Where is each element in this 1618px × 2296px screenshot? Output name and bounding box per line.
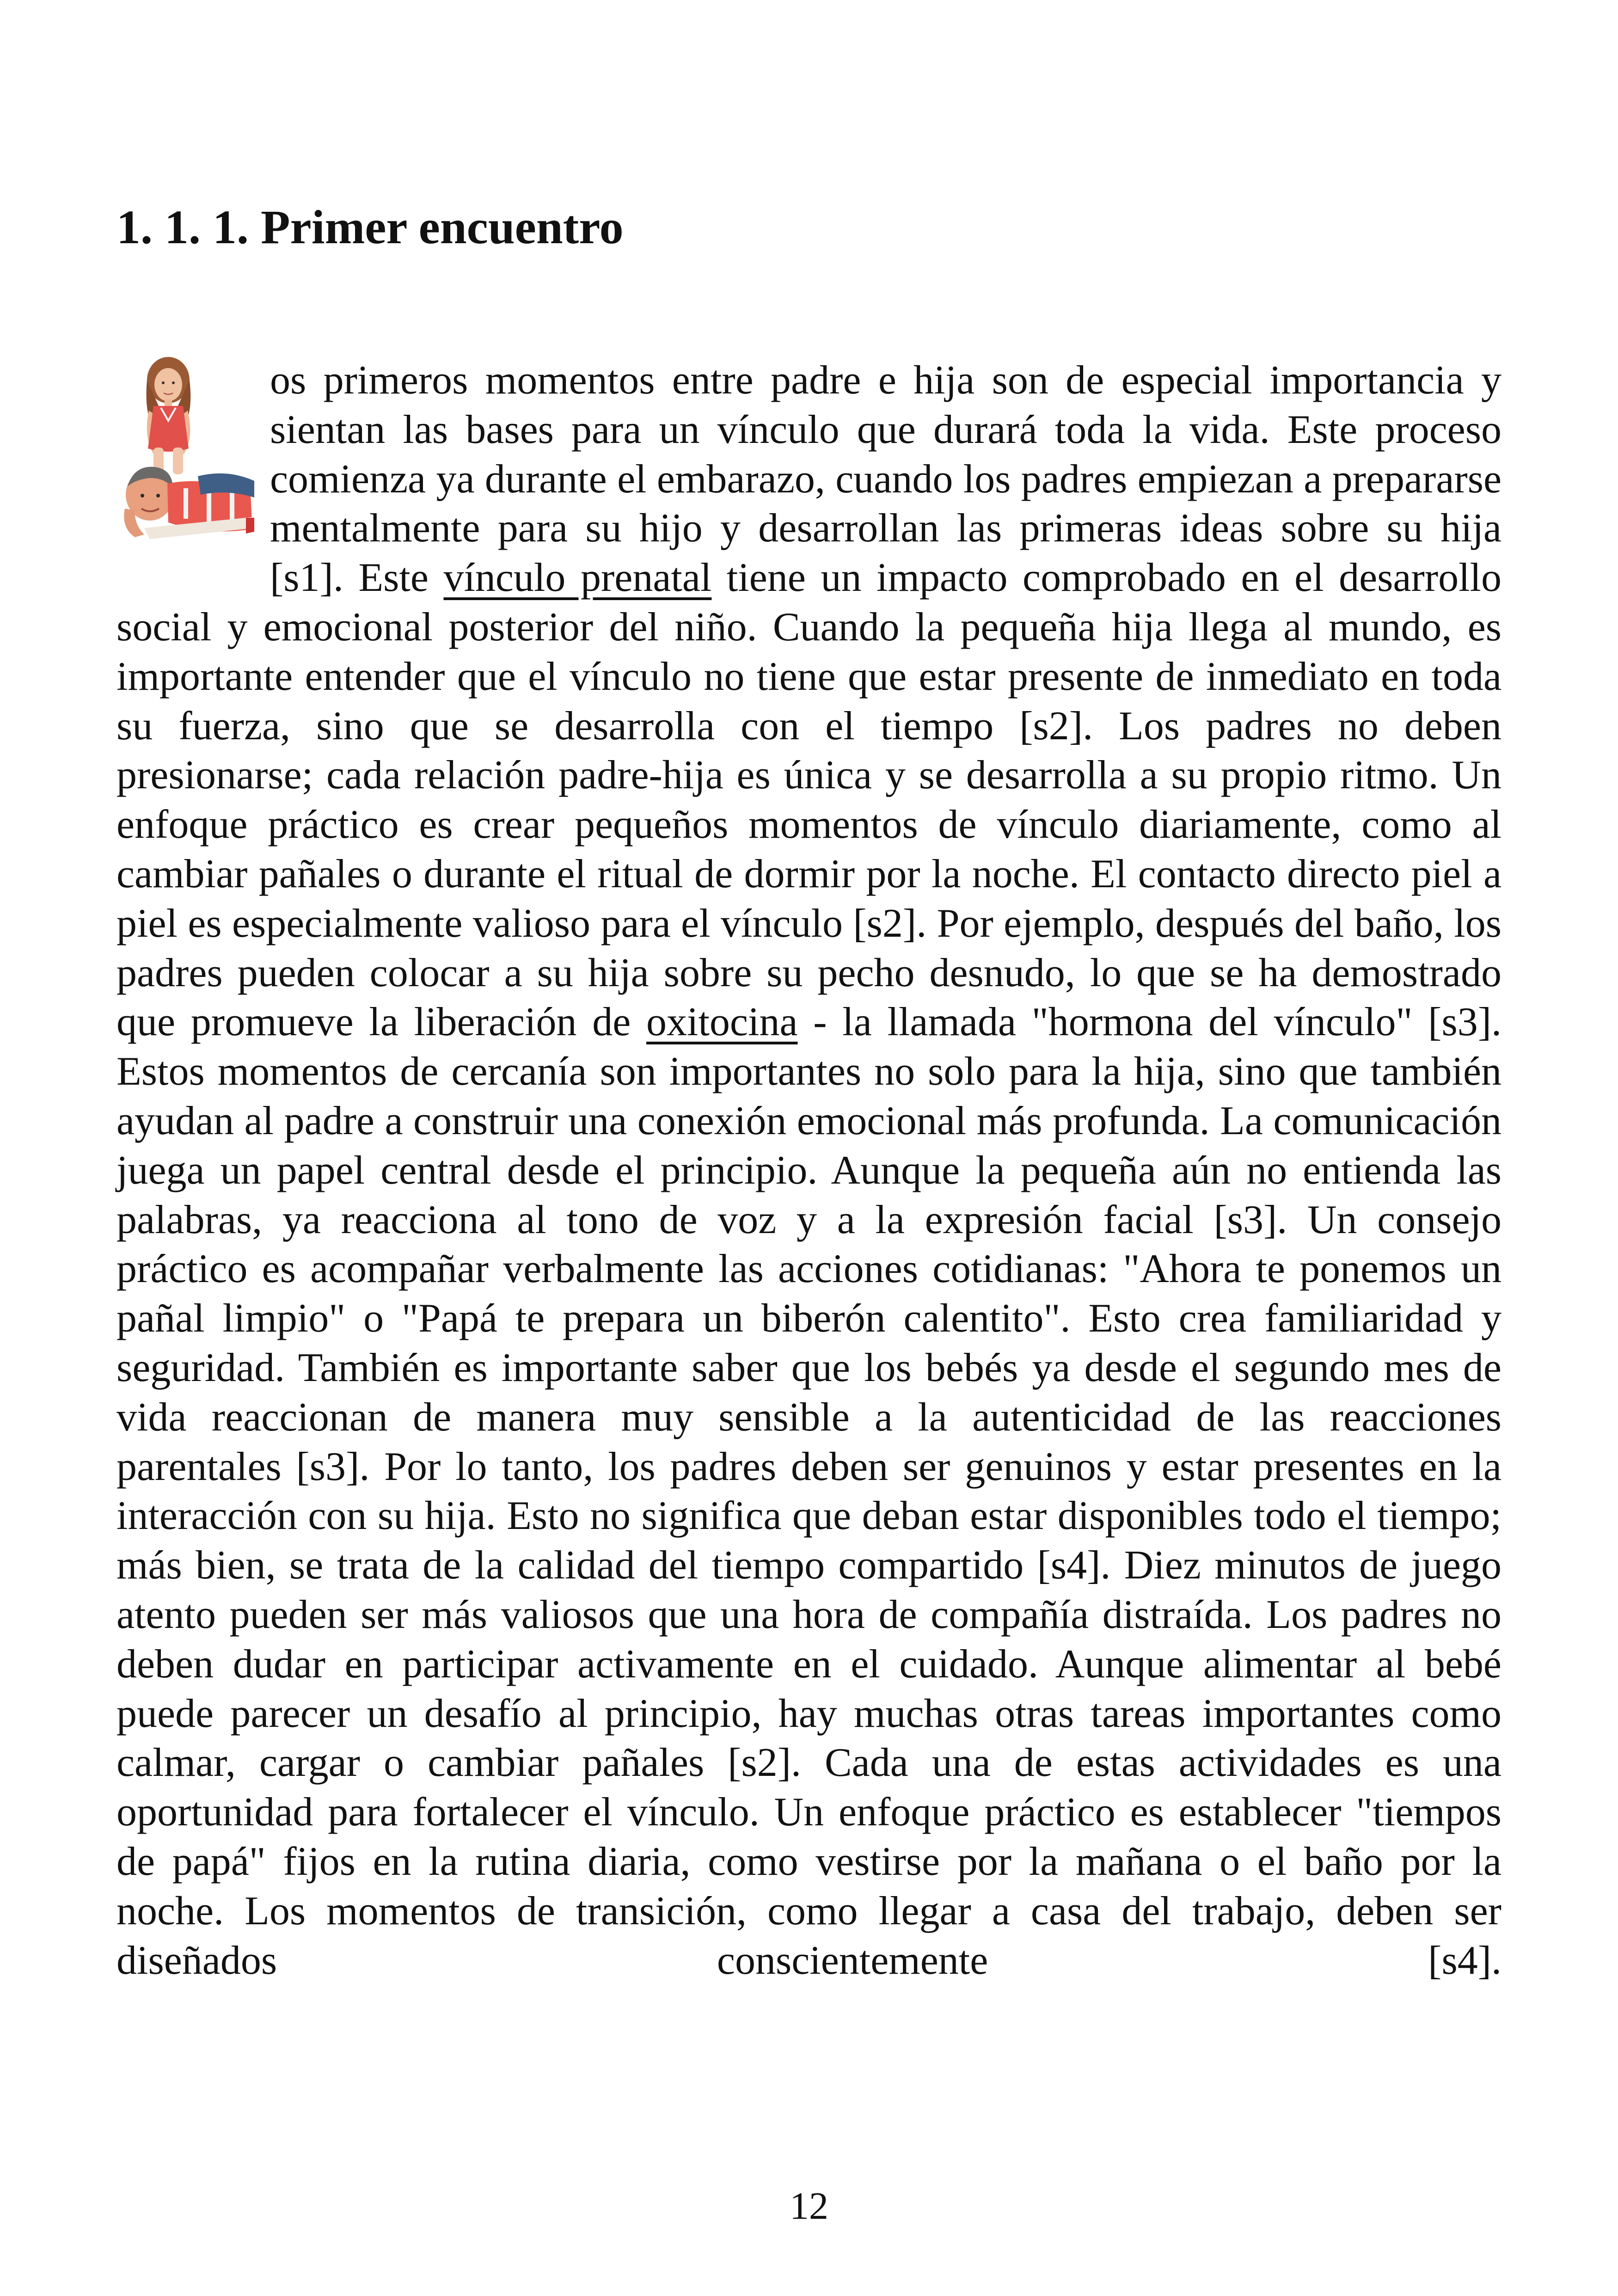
paragraph-part-3: - la llamada "hormona del vínculo" [s3]. Estos momentos de cercanía son importantes no solo para la hija, sino que también ayudan al padre a construir una conexión emocional más profunda. La comunicación juega un papel central desde el principio. Aunque la pequeña aún no entienda las palabras, ya reacciona al tono de voz y a la expresión facial [s3]. Un consejo práctico es acompañar verbalmente las acciones cotidianas: "Ahora te ponemos un pañal limpio" o "Papá te prepara un biberón calentito". Esto crea familiaridad y seguridad. También es importante saber que los bebés ya desde el segundo mes de vida reaccionan de manera muy sensible a la autenticidad de las reacciones parentales [s3]. Por lo tanto, los padres deben ser genuinos y estar presentes en la interacción con su hija. Esto no significa que deban estar disponibles todo el tiempo; más bien, se trata de la calidad del tiempo compartido [s4]. Diez minutos de juego atento pueden ser más valiosos que una hora de compañía distraída. Los padres no deben dudar en participar activamente en el cuidado. Aunque alimentar al bebé puede parecer un desafío al principio, hay muchas otras tareas importantes como calmar, cargar o cambiar pañales [s2]. Cada una de estas actividades es una oportunidad para fortalecer el vínculo. Un enfoque práctico es establecer "tiempos de papá" fijos en la rutina diaria, como vestirse por la mañana o el baño por la noche. Los momentos de transición, como llegar a casa del trabajo, deben ser diseñados conscientemente [s4]. [116, 1000, 1502, 1983]
paragraph-part-2: tiene un impacto comprobado en el desarrollo social y emocional posterior del niño. Cuando la pequeña hija llega al mundo, es importante entender que el vínculo no tiene que estar presente de inmediato en toda su fuerza, sino que se desarrolla con el tiempo [s2]. Los padres no deben presionarse; cada relación padre-hija es única y se desarrolla a su propio ritmo. Un enfoque práctico es crear pequeños momentos de vínculo diariamente, como al cambiar pañales o durante el ritual de dormir por la noche. El contacto directo piel a piel es especialmente valioso para el vínculo [s2]. Por ejemplo, después del baño, los padres pueden colocar a su hija sobre su pecho desnudo, lo que se ha demostrado que promueve la liberación de [116, 555, 1502, 1045]
section-heading: 1. 1. 1. Primer encuentro [116, 201, 624, 254]
body-paragraph [116, 356, 1502, 1985]
term-oxitocina: oxitocina [646, 1000, 798, 1045]
father-daughter-photo-icon [116, 356, 263, 554]
paragraph-part-1: os primeros momentos entre padre e hija son de especial importancia y sientan las bases para un vínculo que durará toda la vida. Este proceso comienza ya durante el embarazo, cuando los padres empiezan a prepararse mentalmente para su hijo y desarrollan las primeras ideas sobre su hija [s1]. Este [270, 358, 1502, 601]
term-vinculo-prenatal: vínculo prenatal [443, 555, 712, 601]
page-number: 12 [790, 2185, 828, 2228]
